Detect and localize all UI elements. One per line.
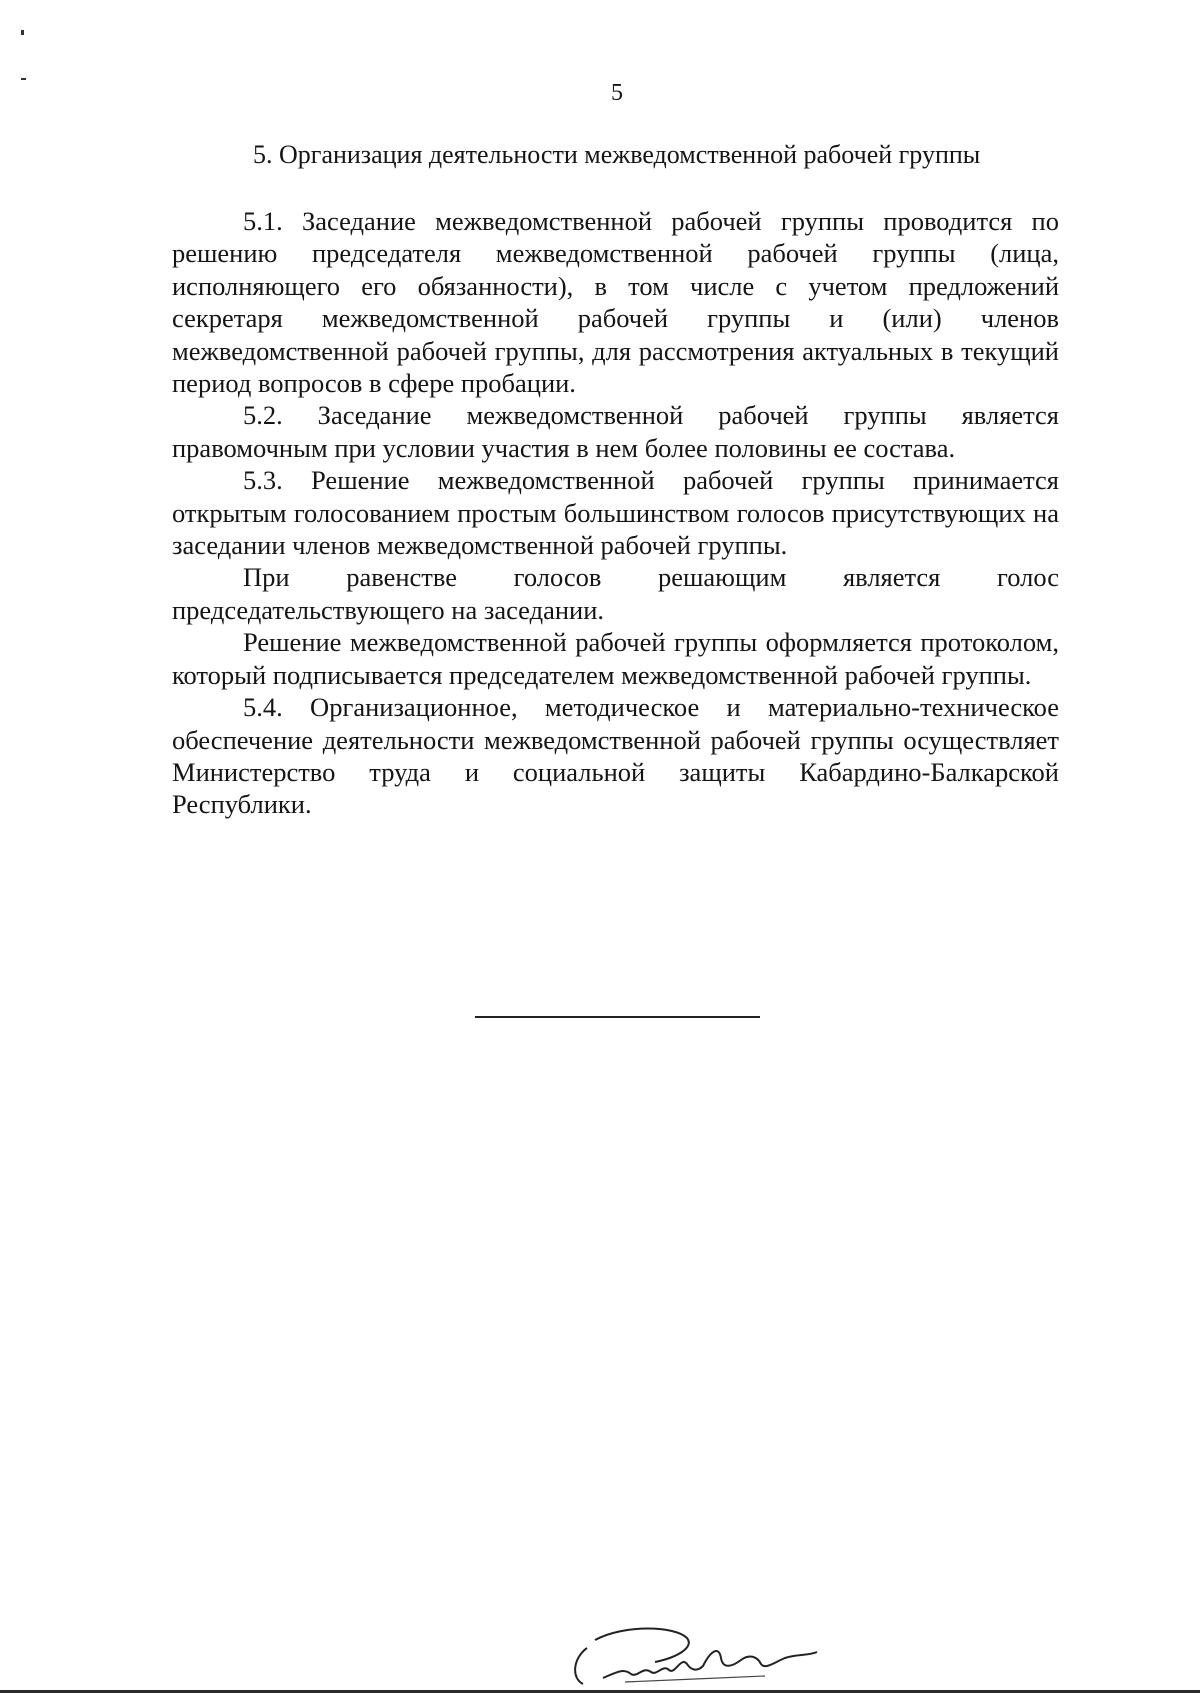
paragraph-tie-vote: При равенстве голосов решающим является голос председательствующего на заседании. [172,562,1059,625]
paragraph-protocol: Решение межведомственной рабочей группы оформляется протоколом, который подписывается председателем межведомственной рабочей группы. [172,627,1059,690]
section-title: 5. Организация деятельности межведомственной рабочей группы [253,140,981,169]
page-number: 5 [611,80,623,106]
paragraph-5-1: 5.1. Заседание межведомственной рабочей группы проводится по решению председателя межведомственной рабочей группы (лица, исполняющего его обязанности), в том числе с учетом предложений секретаря межведомственной рабочей группы и (или) членов межведомственной рабочей группы, для рассмотрения актуальных в текущий период вопросов в сфере пробации. [172,206,1059,399]
scan-mark-top [21,30,24,35]
handwritten-signature [565,1620,850,1690]
end-separator-line [475,1016,760,1018]
document-body [172,205,1059,821]
paragraph-5-3: 5.3. Решение межведомственной рабочей группы принимается открытым голосованием простым большинством голосов присутствующих на заседании членов межведомственной рабочей группы. [172,465,1059,561]
paragraph-5-2: 5.2. Заседание межведомственной рабочей группы является правомочным при условии участия в нем более половины ее состава. [172,400,1059,463]
page-bottom-border [0,1690,1200,1693]
paragraph-5-4: 5.4. Организационное, методическое и материально-техническое обеспечение деятельности межведомственной рабочей группы осуществляет Министерство труда и социальной защиты Кабардино-Балкарской Республики. [172,692,1059,820]
